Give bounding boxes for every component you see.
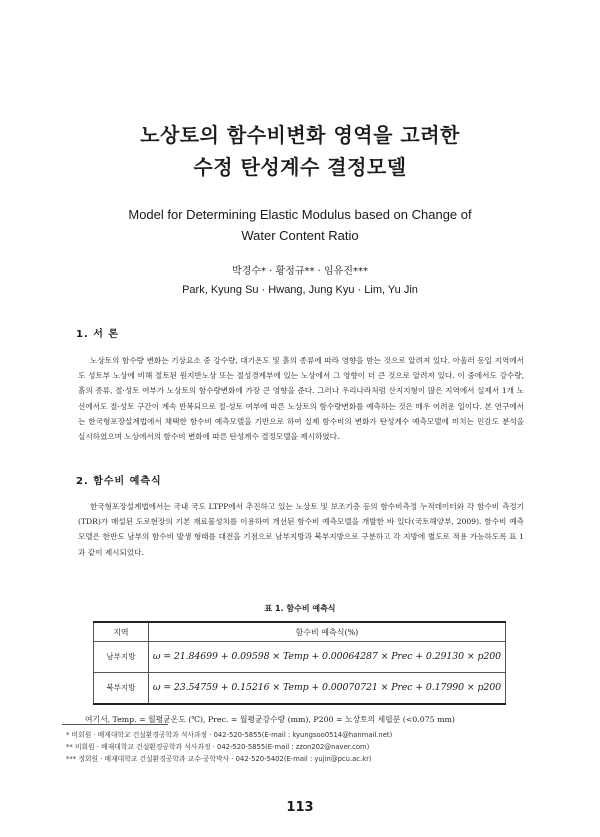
moisture-prediction-paragraph: 한국형포장설계법에서는 국내 국도 LTPP에서 추진하고 있는 노상토 및 보조기층 등의 함수비측정 누적데이터와 각 함수비 측정기(TDR)가 매설된 도로현장의 기본 재료물성치를 이용하여 개선된 함수비 예측모델을 개발한 바 있다(국토해양부, 2009). 함수비 예측모델은 한반도 남부의 함수비 발생 형태를 대전을 기점으로 남부지방과 북부지방으로 구분하고 각 지방에 별도로 적용 가능하도록 표 1과 같이 제시되었다. xyxy=(78,502,524,557)
table-row xyxy=(94,642,506,673)
header-formula: 함수비 예측식(%) xyxy=(148,622,505,642)
author-block xyxy=(0,263,600,299)
english-title-line2: Water Content Ratio xyxy=(241,228,359,243)
footnote-2: ** 비회원 · 배재대학교 건설환경공학과 석사과정 · 042-520-5855(E-mail : zzon202@naver.com) xyxy=(66,743,370,751)
authors-english: Park, Kyung Su · Hwang, Jung Kyu · Lim, Yu Jin xyxy=(182,284,418,296)
formula-cell: ω = 21.84699 + 0.09598 × Temp + 0.00064287 × Prec + 0.29130 × p200 xyxy=(148,642,505,673)
moisture-prediction-table xyxy=(93,621,506,705)
english-title xyxy=(0,204,600,246)
section-heading-introduction: 1. 서 론 xyxy=(76,329,120,340)
table-note: 여기서, Temp. = 월평균온도 (℃), Prec. = 월평균강수량 (mm), P200 = 노상토의 세립분 (<0.075 mm) xyxy=(85,715,455,724)
section-heading-moisture-prediction: 2. 함수비 예측식 xyxy=(76,476,162,487)
korean-title xyxy=(0,121,600,181)
table-header-row xyxy=(94,622,506,642)
korean-title-line1: 노상토의 함수비변화 영역을 고려한 xyxy=(140,123,460,147)
table-caption: 표 1. 함수비 예측식 xyxy=(264,604,336,613)
page-number: 113 xyxy=(286,800,314,815)
korean-title-line2: 수정 탄성계수 결정모델 xyxy=(193,155,407,179)
region-cell: 북부지방 xyxy=(94,672,149,704)
footnote-1: * 비회원 · 배재대학교 건설환경공학과 석사과정 · 042-520-5855(E-mail : kyungsoo0514@hanmail.net) xyxy=(66,731,393,739)
formula-cell: ω = 23.54759 + 0.15216 × Temp + 0.00070721 × Prec + 0.17990 × p200 xyxy=(148,672,505,704)
footnote-3: *** 정회원 · 배재대학교 건설환경공학과 교수·공학박사 · 042-520-5402(E-mail : yujin@pcu.ac.kr) xyxy=(66,755,372,763)
region-cell: 남부지방 xyxy=(94,642,149,673)
english-title-line1: Model for Determining Elastic Modulus based on Change of xyxy=(128,207,472,222)
header-region: 지역 xyxy=(94,622,149,642)
table-row xyxy=(94,672,506,704)
introduction-paragraph: 노상토의 함수량 변화는 기상요소 중 강수량, 대기온도 및 흙의 종류에 따라 영향을 받는 것으로 알려져 있다. 아울러 동일 지역에서도 성토부 노상에 비해 절토된 원지반노상 또는 절성경계부에 있는 노상에서 그 영향이 더 큰 것으로 알려져 있다. 이 중에서도 강수량, 흙의 종류, 절·성토 여부가 노상토의 함수량변화에 가장 큰 영향을 준다. 그러나 우리나라처럼 산지지형이 많은 지역에서 실제서 1개 노선에서도 절·성토 구간이 계속 반복되므로 절·성토 여부에 따른 노상토의 함수량변화를 예측하는 것은 매우 어려운 일이다. 본 연구에서는 한국형포장설계법에서 채택한 함수비 예측모델을 기반으로 하여 실제 함수비의 변화가 탄성계수 예측모델에 미치는 민감도 분석을 실시하였으며 노상에서의 함수비 변화에 따른 탄성계수 결정모델을 제시하였다. xyxy=(78,356,524,442)
authors-korean: 박경수* · 황정규** · 임유진*** xyxy=(231,266,368,277)
footnote-divider xyxy=(62,724,168,725)
